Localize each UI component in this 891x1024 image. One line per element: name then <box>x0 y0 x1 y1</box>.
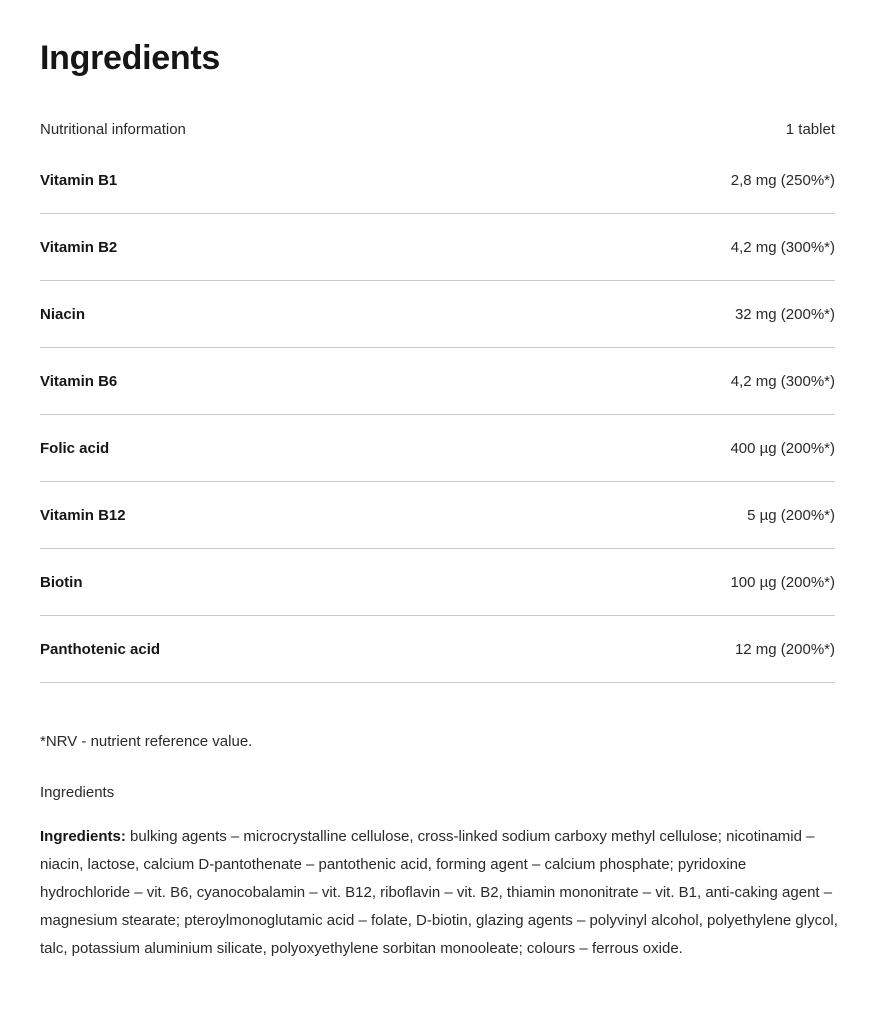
nutrient-value: 100 µg (200%*) <box>730 573 835 591</box>
table-header-serving: 1 tablet <box>785 120 835 138</box>
nutrient-value: 12 mg (200%*) <box>734 640 835 658</box>
ingredients-list <box>40 823 840 963</box>
nutrient-name: Biotin <box>40 573 83 591</box>
nrv-footnote: *NRV - nutrient reference value. <box>40 733 253 750</box>
nutrient-name: Vitamin B1 <box>40 172 118 189</box>
ingredients-label: Ingredients: <box>40 828 126 845</box>
table-row <box>40 281 835 348</box>
nutrient-name: Niacin <box>40 305 86 323</box>
nutrient-name: Vitamin B12 <box>40 506 126 524</box>
nutrient-name: Folic acid <box>40 439 110 457</box>
nutrient-value: 32 mg (200%*) <box>734 305 835 323</box>
table-row <box>40 146 835 214</box>
nutrient-value: 5 µg (200%*) <box>747 506 835 524</box>
ingredients-subheading: Ingredients <box>40 784 115 801</box>
page-title: Ingredients <box>40 39 220 77</box>
nutrient-name: Vitamin B2 <box>40 238 118 256</box>
nutrient-name: Vitamin B6 <box>40 372 118 390</box>
table-row <box>40 214 835 281</box>
nutrient-value: 400 µg (200%*) <box>730 439 835 457</box>
table-header-label: Nutritional information <box>40 120 186 138</box>
nutrient-value: 4,2 mg (300%*) <box>730 238 835 256</box>
nutrient-value: 4,2 mg (300%*) <box>730 372 835 390</box>
table-row <box>40 415 835 482</box>
table-row <box>40 482 835 549</box>
table-row <box>40 616 835 683</box>
nutrient-name: Panthotenic acid <box>40 640 161 658</box>
ingredients-text: bulking agents – microcrystalline cellulose, cross-linked sodium carboxy methyl cellulose; nicotinamid – niacin, lactose, calcium D-pantothenate – pantothenic acid, forming agent – calcium phosphate; pyridoxine hydrochloride – vit. B6, cyanocobalamin – vit. B12, riboflavin – vit. B2, thiamin mononitrate – vit. B1, anti-caking agent – magnesium stearate; pteroylmonoglutamic acid – folate, D-biotin, glazing agents – polyvinyl alcohol, polyethylene glycol, talc, potassium aluminium silicate, polyoxyethylene sorbitan monooleate; colours – ferrous oxide. <box>40 828 838 957</box>
nutrition-table <box>40 146 835 683</box>
table-row <box>40 348 835 415</box>
nutrition-table-header <box>40 118 835 140</box>
nutrient-value: 2,8 mg (250%*) <box>730 172 835 189</box>
table-row <box>40 549 835 616</box>
